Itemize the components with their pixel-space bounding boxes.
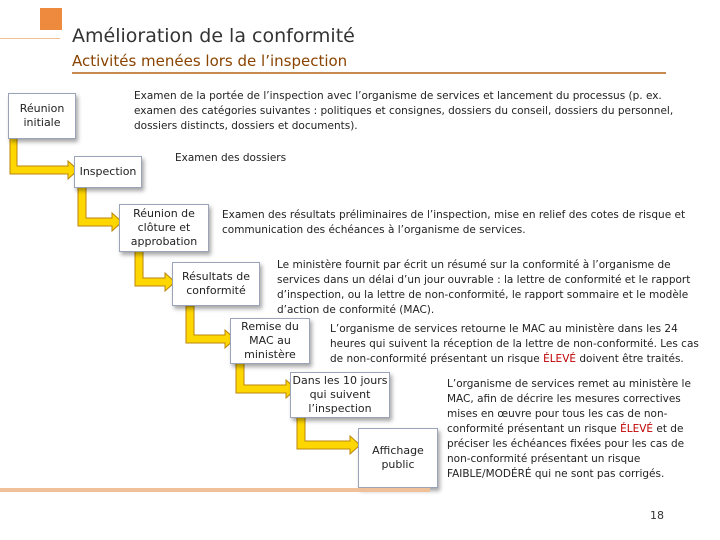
- desc-reunion-cloture: Examen des résultats préliminaires de l’inspection, mise en relief des cotes de risque et communication des échéances à l’organisme de services.: [222, 209, 686, 236]
- step-label: Inspection: [79, 165, 137, 178]
- step-dix-jours: [290, 372, 390, 418]
- desc-text: et de préciser les échéances fixées pour les cas de non-conformité présentant un risque FAIBLE/MODÉRÉ qui ne sont pas corrigés.: [447, 423, 685, 480]
- risk-level-high: ÉLEVÉ: [620, 423, 654, 435]
- desc-affichage-public: [447, 377, 709, 482]
- connector-6: [297, 416, 360, 454]
- connector-2: [78, 187, 122, 231]
- page-number: 18: [650, 509, 664, 522]
- desc-remise-mac: [330, 322, 712, 367]
- page-subtitle: Activités menées lors de l’inspection: [72, 52, 348, 70]
- step-label: Dans les 10 jours qui suivent l’inspection: [292, 374, 388, 415]
- desc-inspection: Examen des dossiers: [175, 152, 287, 164]
- step-affichage-public: [358, 428, 438, 488]
- desc-text: L’organisme de services retourne le MAC au ministère dans les 24 heures qui suivent la réception de la lettre de non-conformité. Les cas de non-conformité présentant un risque: [330, 323, 699, 365]
- step-inspection: [74, 156, 142, 188]
- step-label: Réunion de clôture et approbation: [130, 207, 198, 248]
- desc-reunion-initiale: Examen de la portée de l’inspection avec l’organisme de services et lancement du processus (p. ex. examen des catégories suivantes : politiques et consignes, dossiers du conseil, dossiers du personnel, dossiers distincts, dossiers et documents).: [134, 90, 674, 132]
- connector-1: [10, 138, 78, 179]
- connector-5: [236, 362, 296, 398]
- bottom-accent-line: [0, 488, 430, 492]
- step-reunion-initiale: [8, 93, 76, 139]
- step-label: Remise du MAC au ministère: [241, 320, 299, 361]
- desc-text: doivent être traités.: [576, 353, 684, 365]
- connector-3: [135, 251, 175, 291]
- desc-text: L’organisme de services remet au ministère le MAC, afin de décrire les mesures correctives mises en œuvre pour tous les cas de non-conformité présentant un risque: [447, 378, 691, 435]
- step-label: Affichage public: [372, 444, 424, 471]
- desc-resultats-conformite: Le ministère fournit par écrit un résumé sur la conformité à l’organisme de services dans un délai d’un jour ouvrable : la lettre de conformité et le rapport d’inspection, ou la lettre de non-conformité, le rapport sommaire et le modèle d’action de conformité (MAC).: [277, 259, 691, 316]
- step-label: Résultats de conformité: [181, 270, 251, 297]
- page-title: Amélioration de la conformité: [72, 25, 355, 47]
- step-resultats-conformite: [172, 262, 260, 306]
- step-label: Réunion initiale: [19, 102, 65, 129]
- step-reunion-cloture: [119, 204, 209, 252]
- step-remise-mac: [230, 318, 310, 364]
- connector-4: [186, 306, 235, 348]
- risk-level-high: ÉLEVÉ: [543, 353, 577, 365]
